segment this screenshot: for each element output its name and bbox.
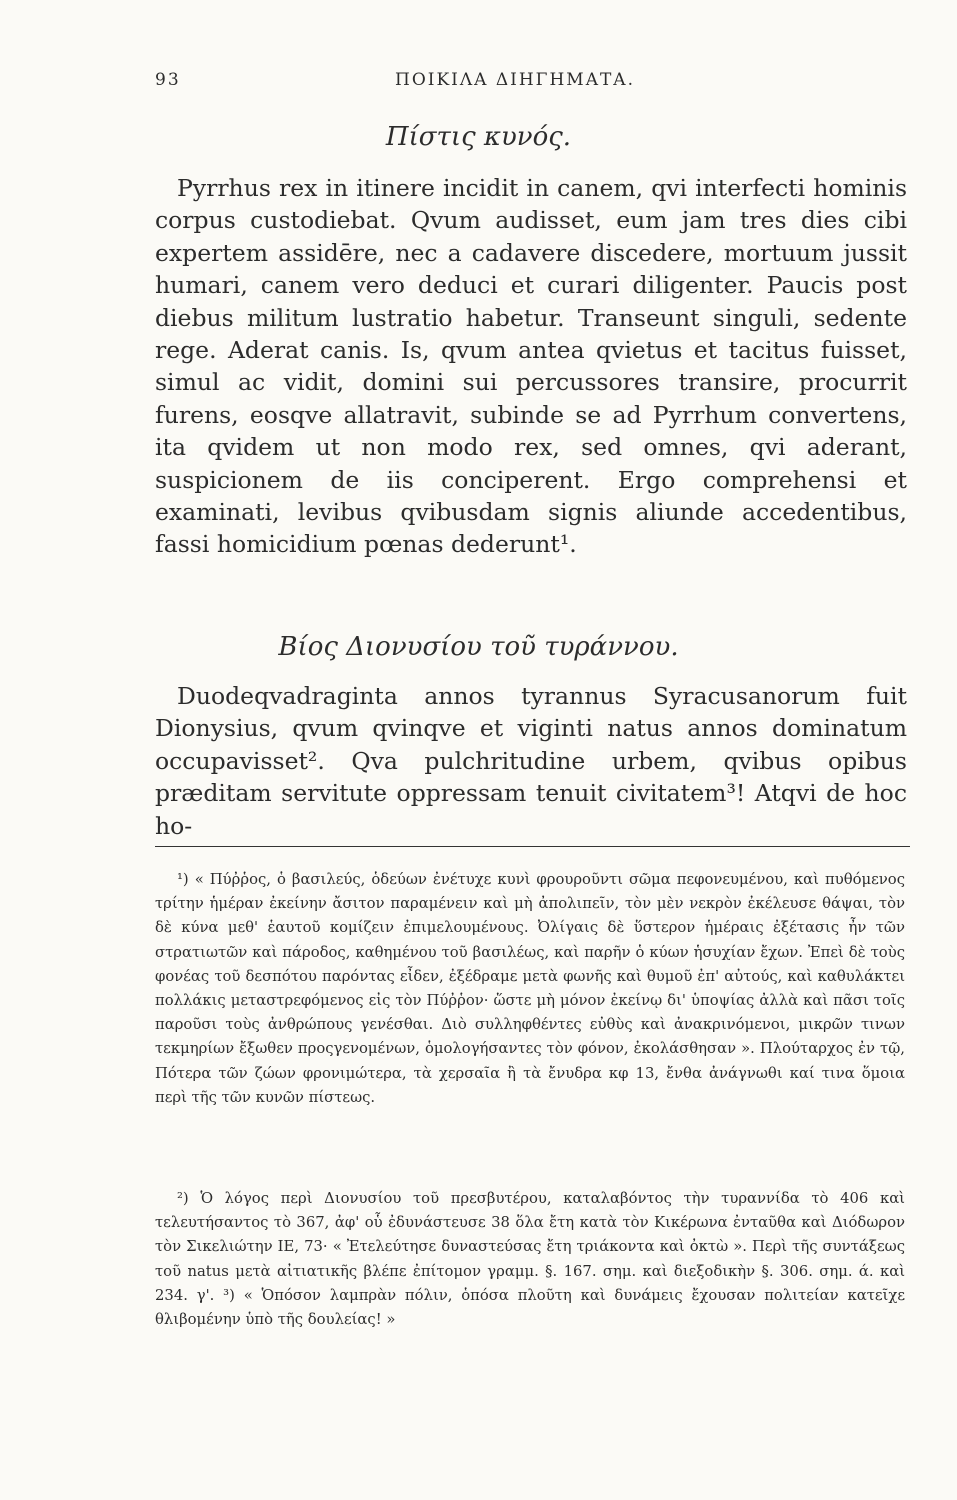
footnote-2: ²) Ὁ λόγος περὶ Διονυσίου τοῦ πρεσβυτέρου, καταλαβόντος τὴν τυραννίδα τὸ 406 καὶ τελευτήσαντος τὸ 367, ἀφ' οὗ ἐδυνάστευσε 38 ὅλα ἔτη κατὰ τὸν Κικέρωνα ἐνταῦθα καὶ Διόδωρον τὸν Σικελιώτην ΙΕ, 73· « Ἐτελεύτησε δυναστεύσας ἔτη τριάκοντα καὶ ὀκτὼ ». Περὶ τῆς συντάξεως τοῦ natus μετὰ αἰτιατικῆς βλέπε ἐπίτομον γραμμ. §. 167. σημ. καὶ διεξοδικὴν §. 306. σημ. ά. καὶ 234. γ'. ³) « Ὁπόσον λαμπρὰν πόλιν, ὁπόσα πλοῦτη καὶ δυνάμεις ἔχουσαν πολιτείαν κατεῖχε θλιβομένην ὑπὸ τῆς δουλείας! » xyxy=(155,1190,905,1329)
page-header xyxy=(155,70,915,100)
page-number: 93 xyxy=(155,70,181,90)
footnote-1: ¹) « Πύῤῥος, ὁ βασιλεύς, ὁδεύων ἐνέτυχε κυνὶ φρουροῦντι σῶμα πεφονευμένου, καὶ πυθόμενος τρίτην ἡμέραν ἐκείνην ἄσιτον παραμένειν καὶ μὴ ἀπολιπεῖν, τὸν μὲν νεκρὸν ἐκέλευσε θάψαι, τὸν δὲ κύνα μεθ' ἑαυτοῦ κομίζειν ἐπιμελουμένους. Ὀλίγαις δὲ ὕστερον ἡμέραις ἐξέτασις ἦν τῶν στρατιωτῶν καὶ πάροδος, καθημένου τοῦ βασιλέως, καὶ παρῆν ὁ κύων ἡσυχίαν ἔχων. Ἐπεὶ δὲ τοὺς φονέας τοῦ δεσπότου παρόντας εἶδεν, ἐξέδραμε μετὰ φωνῆς καὶ θυμοῦ ἐπ' αὐτούς, καὶ καθυλάκτει πολλάκις μεταστρεφόμενος εἰς τὸν Πύῤῥον· ὥστε μὴ μόνον ἐκείνῳ δι' ὑποψίας ἀλλὰ καὶ πᾶσι τοῖς παροῦσι τοὺς ἀνθρώπους γενέσθαι. Διὸ συλληφθέντες εὐθὺς καὶ ἀνακρινόμενοι, μικρῶν τινων τεκμηρίων ἔξωθεν προςγενομένων, ὁμολογήσαντες τὸν φόνον, ἐκολάσθησαν ». Πλούταρχος ἐν τῷ, Πότερα τῶν ζώων φρονιμώτερα, τὰ χερσαῖα ἢ τὰ ἔνυδρα κφ 13, ἔνθα ἀνάγνωθι καί τινα ὅμοια περὶ τῆς τῶν κυνῶν πίστεως. xyxy=(155,871,905,1106)
story-title-dog-loyalty: Πίστις κυνός. xyxy=(385,122,572,152)
story-title-dionysius: Βίος Διονυσίου τοῦ τυράννου. xyxy=(278,632,679,662)
story-paragraph-dionysius: Duodeqvadraginta annos tyrannus Syracusanorum fuit Dionysius, qvum qvinqve et viginti natus annos dominatum occupavisset². Qva pulchritudine urbem, qvibus opibus præditam servitute oppressam tenuit civitatem³! Atqvi de hoc ho- xyxy=(155,682,907,840)
footnote-divider xyxy=(155,846,910,847)
running-title: ΠΟΙΚΙΛΑ ΔΙΗΓΗΜΑΤΑ. xyxy=(395,70,635,90)
story-paragraph-pyrrhus: Pyrrhus rex in itinere incidit in canem, qvi interfecti hominis corpus custodiebat. Qvum audisset, eum jam tres dies cibi expertem assidēre, nec a cadavere discedere, mortuum jussit humari, canem vero deduci et curari diligenter. Paucis post diebus militum lustratio habetur. Transeunt singuli, sedente rege. Aderat canis. Is, qvum antea qvietus et tacitus fuisset, simul ac vidit, domini sui percussores transire, procurrit furens, eosqve allatravit, subinde se ad Pyrrhum convertens, ita qvidem ut non modo rex, sed omnes, qvi aderant, suspicionem de iis conciperent. Ergo comprehensi et examinati, levibus qvibusdam signis aliunde accedentibus, fassi homicidium pœnas dederunt¹. xyxy=(155,174,907,559)
